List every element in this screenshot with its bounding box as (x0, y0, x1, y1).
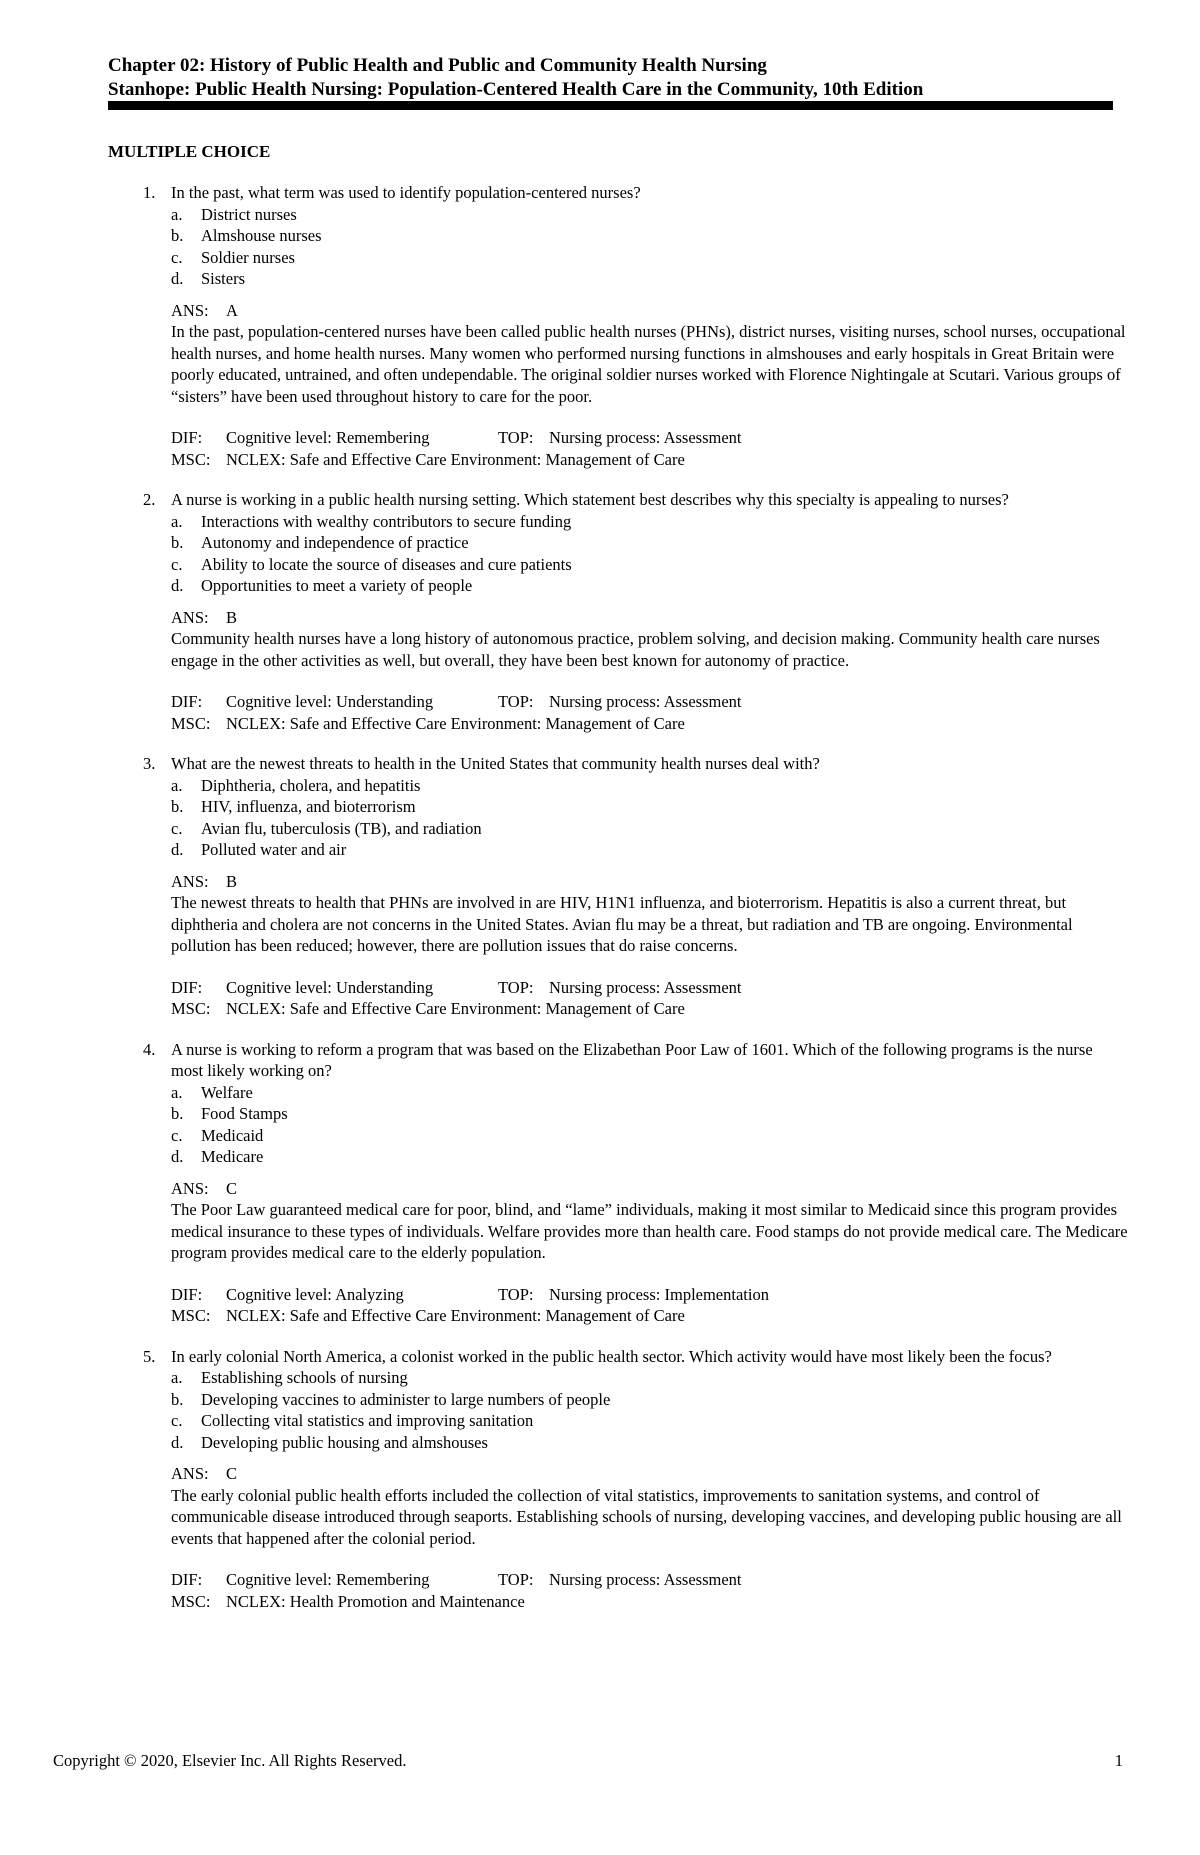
header-rule (108, 101, 1113, 110)
option-letter: c. (171, 1125, 183, 1145)
option-text: Medicaid (201, 1125, 264, 1145)
answer-option (108, 1146, 1128, 1168)
question-item (108, 1039, 1128, 1327)
question-item (108, 1346, 1128, 1613)
answer-options (108, 1082, 1128, 1168)
question-stem-row (108, 182, 1128, 204)
option-letter: a. (171, 1368, 183, 1387)
answer-option (108, 554, 1128, 576)
msc-label: MSC: (171, 999, 211, 1018)
question-stem-row (108, 1039, 1128, 1082)
topic-label: TOP: (498, 1284, 534, 1304)
option-text: Avian flu, tuberculosis (TB), and radiation (201, 818, 482, 838)
answer-value: B (226, 871, 238, 891)
answer-option (108, 775, 1128, 797)
answer-label: ANS: (171, 607, 209, 627)
option-text: Sisters (201, 269, 246, 288)
difficulty-topic-row (171, 1569, 1128, 1591)
msc-value: NCLEX: Health Promotion and Maintenance (226, 1591, 525, 1611)
page-number: 1 (1114, 1751, 1123, 1770)
msc-row (171, 1305, 1128, 1327)
answer-key (108, 300, 1128, 322)
msc-label: MSC: (171, 713, 211, 733)
answer-option (108, 839, 1128, 861)
chapter-title: Chapter 02: History of Public Health and Public and Community Health Nursing (108, 55, 767, 76)
answer-option (108, 1082, 1128, 1104)
option-letter: c. (171, 247, 183, 267)
difficulty-value: Cognitive level: Understanding (226, 692, 434, 711)
copyright-notice: Copyright © 2020, Elsevier Inc. All Rights Reserved. (53, 1751, 407, 1770)
answer-label: ANS: (171, 1464, 209, 1483)
difficulty-label: DIF: (171, 977, 203, 997)
book-title: Stanhope: Public Health Nursing: Population-Centered Health Care in the Community, 10th Edition (108, 79, 924, 100)
option-text: Food Stamps (201, 1104, 288, 1123)
option-text: Medicare (201, 1147, 264, 1166)
answer-option (108, 818, 1128, 840)
answer-option (108, 1103, 1128, 1125)
question-stem-row (108, 1346, 1128, 1368)
question-stem: In the past, what term was used to identify population-centered nurses? (171, 183, 641, 202)
difficulty-topic-row (171, 1284, 1128, 1306)
answer-value: B (226, 607, 238, 627)
option-letter: d. (171, 1147, 184, 1166)
msc-value: NCLEX: Safe and Effective Care Environment: Management of Care (226, 1306, 685, 1325)
option-text: Polluted water and air (201, 840, 347, 859)
topic-label: TOP: (498, 977, 534, 997)
difficulty-topic-row (171, 977, 1128, 999)
question-stem: What are the newest threats to health in the United States that community health nurses deal with? (171, 754, 820, 773)
difficulty-value: Cognitive level: Remembering (226, 1570, 430, 1589)
question-metadata (108, 691, 1128, 734)
question-metadata (108, 427, 1128, 470)
question-metadata (108, 977, 1128, 1020)
answer-value: C (226, 1464, 238, 1483)
option-letter: a. (171, 204, 183, 224)
option-text: Autonomy and independence of practice (201, 533, 469, 552)
answer-value: C (226, 1178, 238, 1198)
option-text: Welfare (201, 1082, 253, 1102)
msc-value: NCLEX: Safe and Effective Care Environment: Management of Care (226, 713, 685, 733)
difficulty-label: DIF: (171, 692, 203, 711)
difficulty-label: DIF: (171, 1570, 203, 1589)
answer-key (108, 1178, 1128, 1200)
option-letter: c. (171, 818, 183, 838)
section-heading: MULTIPLE CHOICE (108, 142, 271, 161)
answer-option (108, 575, 1128, 597)
option-text: Developing vaccines to administer to large numbers of people (201, 1389, 611, 1409)
question-number: 3. (143, 754, 156, 773)
answer-option (108, 204, 1128, 226)
option-text: Diphtheria, cholera, and hepatitis (201, 775, 421, 795)
msc-row (171, 998, 1128, 1020)
question-item (108, 489, 1128, 734)
question-item (108, 753, 1128, 1020)
topic-label: TOP: (498, 692, 534, 711)
question-stem: In early colonial North America, a colonist worked in the public health sector. Which activity would have most likely been the focus? (171, 1346, 1052, 1366)
question-number: 4. (143, 1039, 156, 1059)
document-header (108, 54, 1113, 102)
answer-rationale: The Poor Law guaranteed medical care for poor, blind, and “lame” individuals, making it most similar to Medicaid since this program provides medical insurance to these types of individuals. Welfare provides more than health care. Food stamps do not provide medical care. The Medicare program provides medical care to the elderly population. (171, 1200, 1128, 1262)
answer-options (108, 775, 1128, 861)
difficulty-label: DIF: (171, 428, 203, 447)
answer-key (108, 871, 1128, 893)
option-letter: b. (171, 226, 184, 245)
question-stem-row (108, 753, 1128, 775)
topic-value: Nursing process: Implementation (549, 1284, 769, 1304)
answer-options (108, 511, 1128, 597)
answer-option (108, 1125, 1128, 1147)
answer-value: A (226, 300, 238, 320)
option-text: Developing public housing and almshouses (201, 1432, 488, 1452)
difficulty-topic-row (171, 427, 1128, 449)
answer-option (108, 225, 1128, 247)
question-metadata (108, 1284, 1128, 1327)
option-letter: d. (171, 576, 184, 595)
answer-option (108, 532, 1128, 554)
answer-option (108, 796, 1128, 818)
option-letter: b. (171, 1389, 184, 1409)
option-letter: a. (171, 775, 183, 795)
option-text: Ability to locate the source of diseases and cure patients (201, 554, 572, 574)
topic-label: TOP: (498, 1570, 534, 1589)
answer-key (108, 607, 1128, 629)
topic-value: Nursing process: Assessment (549, 977, 742, 997)
difficulty-value: Cognitive level: Remembering (226, 428, 430, 447)
msc-label: MSC: (171, 1306, 211, 1325)
answer-option (108, 1432, 1128, 1454)
msc-value: NCLEX: Safe and Effective Care Environment: Management of Care (226, 999, 685, 1018)
difficulty-topic-row (171, 691, 1128, 713)
option-letter: c. (171, 554, 183, 574)
answer-option (108, 1410, 1128, 1432)
option-letter: d. (171, 840, 184, 859)
difficulty-label: DIF: (171, 1284, 203, 1304)
option-letter: b. (171, 533, 184, 552)
option-letter: d. (171, 269, 184, 288)
msc-value: NCLEX: Safe and Effective Care Environment: Management of Care (226, 449, 685, 469)
question-stem-row (108, 489, 1128, 511)
question-number: 5. (143, 1346, 156, 1366)
question-list (108, 182, 1128, 1631)
topic-value: Nursing process: Assessment (549, 692, 742, 711)
answer-rationale: Community health nurses have a long history of autonomous practice, problem solving, and decision making. Community health care nurses engage in the other activities as well, but overall, they have been best known for autonomy of practice. (171, 629, 1100, 670)
msc-row (171, 1591, 1128, 1613)
option-text: Opportunities to meet a variety of people (201, 576, 473, 595)
msc-label: MSC: (171, 1591, 211, 1611)
answer-label: ANS: (171, 871, 209, 891)
question-stem: A nurse is working in a public health nursing setting. Which statement best describes why this specialty is appealing to nurses? (171, 490, 1009, 509)
answer-label: ANS: (171, 300, 209, 320)
option-text: District nurses (201, 204, 297, 224)
question-number: 2. (143, 490, 156, 509)
option-letter: a. (171, 511, 183, 531)
option-letter: c. (171, 1411, 183, 1430)
answer-option (108, 268, 1128, 290)
question-number: 1. (143, 183, 156, 202)
answer-label: ANS: (171, 1178, 209, 1198)
question-metadata (108, 1569, 1128, 1612)
option-text: Collecting vital statistics and improving sanitation (201, 1411, 534, 1430)
answer-option (108, 511, 1128, 533)
option-letter: b. (171, 797, 184, 816)
option-text: Establishing schools of nursing (201, 1368, 408, 1387)
answer-key (108, 1463, 1128, 1485)
answer-option (108, 1367, 1128, 1389)
topic-value: Nursing process: Assessment (549, 428, 742, 447)
msc-label: MSC: (171, 449, 211, 469)
answer-option (108, 247, 1128, 269)
option-letter: b. (171, 1104, 184, 1123)
option-text: HIV, influenza, and bioterrorism (201, 797, 416, 816)
answer-rationale: The early colonial public health efforts included the collection of vital statistics, improvements to sanitation systems, and control of communicable disease introduced through seaports. Establishing schools of nursing, developing vaccines, and developing public housing are all events that happened after the colonial period. (171, 1485, 1122, 1548)
answer-options (108, 204, 1128, 290)
difficulty-value: Cognitive level: Analyzing (226, 1284, 404, 1304)
msc-row (171, 449, 1128, 471)
question-item (108, 182, 1128, 470)
msc-row (171, 713, 1128, 735)
topic-value: Nursing process: Assessment (549, 1570, 742, 1589)
difficulty-value: Cognitive level: Understanding (226, 977, 434, 997)
answer-rationale: In the past, population-centered nurses have been called public health nurses (PHNs), district nurses, visiting nurses, school nurses, occupational health nurses, and home health nurses. Many women who performed nursing functions in almshouses and early hospitals in Great Britain were poorly educated, untrained, and often undependable. The original soldier nurses worked with Florence Nightingale at Scutari. Various groups of “sisters” have been used throughout history to care for the poor. (171, 322, 1126, 406)
answer-options (108, 1367, 1128, 1453)
option-text: Almshouse nurses (201, 226, 322, 245)
option-letter: a. (171, 1082, 183, 1102)
option-text: Interactions with wealthy contributors to secure funding (201, 511, 572, 531)
answer-rationale: The newest threats to health that PHNs are involved in are HIV, H1N1 influenza, and bioterrorism. Hepatitis is also a current threat, but diphtheria and cholera are not concerns in the United States. Avian flu may be a threat, but radiation and TB are ongoing. Environmental pollution has been reduced; however, there are pollution issues that do raise concerns. (171, 893, 1073, 955)
option-text: Soldier nurses (201, 247, 295, 267)
answer-option (108, 1389, 1128, 1411)
option-letter: d. (171, 1432, 184, 1452)
topic-label: TOP: (498, 428, 534, 447)
question-stem: A nurse is working to reform a program that was based on the Elizabethan Poor Law of 1601. Which of the following programs is the nurse most likely working on? (171, 1039, 1093, 1080)
